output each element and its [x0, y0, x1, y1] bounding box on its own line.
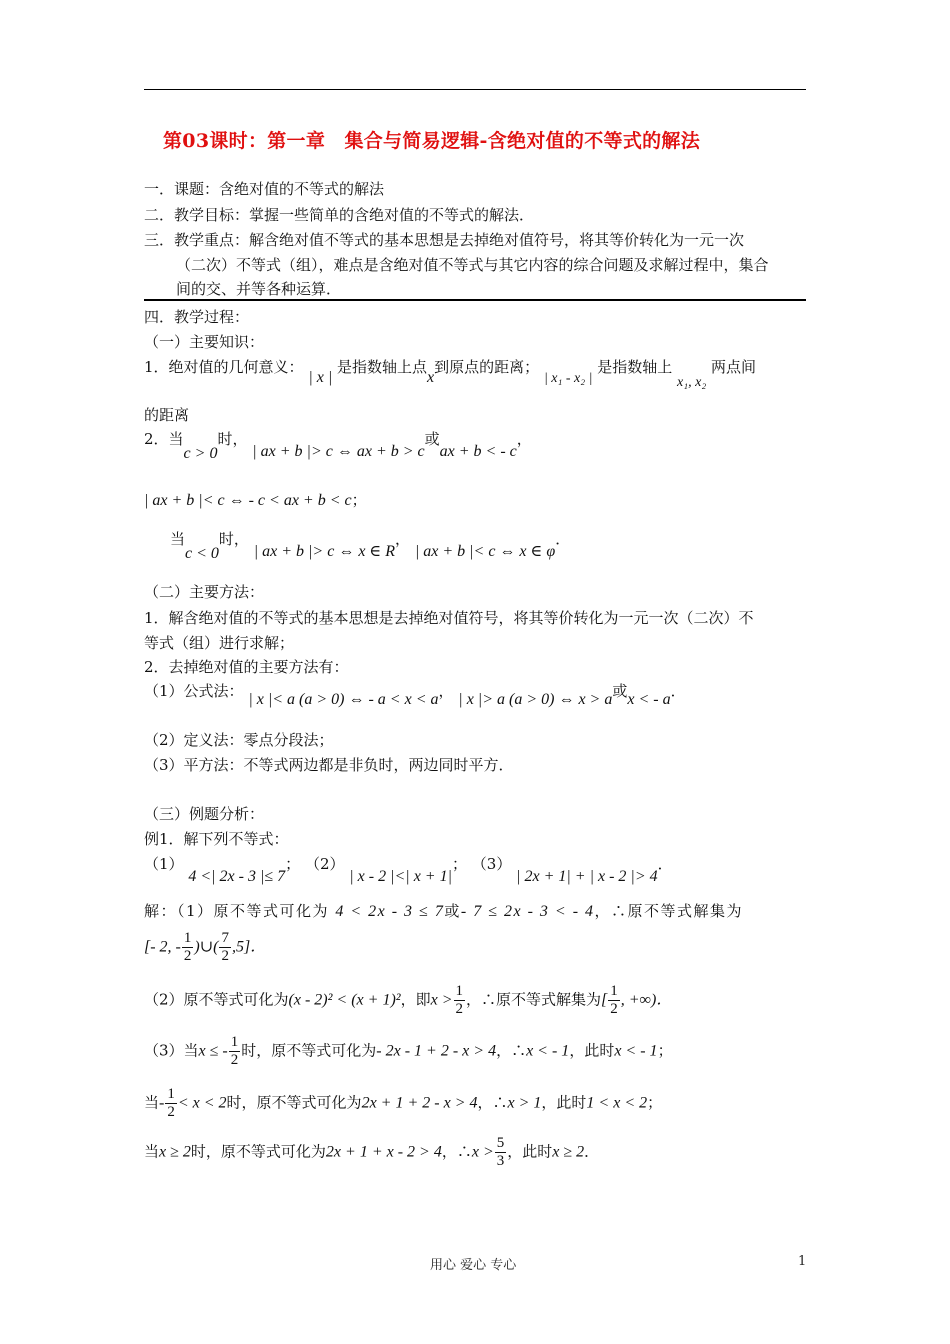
section-topic: 一．课题：含绝对值的不等式的解法 [144, 180, 385, 198]
text: 当 [144, 1142, 160, 1161]
text: 是指数轴上点 [337, 358, 428, 376]
text: 解：（1）原不等式可化为 [144, 902, 330, 920]
header-rule [144, 89, 806, 90]
page-number: 1 [798, 1254, 807, 1269]
formula: x₁, x₂ [677, 375, 707, 390]
solution-3-case2 [144, 1086, 662, 1121]
formula: (x - 2)² < (x + 1)² [288, 991, 401, 1009]
text: ． [657, 855, 673, 873]
text: 时，原不等式可化为 [226, 1093, 362, 1112]
method-2: 2．去掉绝对值的主要方法有： [144, 658, 349, 676]
solution-2 [144, 983, 672, 1018]
text: ，∴原不等式解集为 [466, 990, 602, 1009]
text: 或 [612, 682, 628, 700]
text: ，此时 [507, 1142, 553, 1161]
text: 1．绝对值的几何意义： [144, 358, 304, 376]
formula: - 2x - 1 + 2 - x > 4 [376, 1042, 497, 1060]
formula: x [427, 369, 435, 386]
text: 时， [218, 530, 249, 548]
method-1-line2: 等式（组）进行求解； [144, 634, 295, 652]
text: ． [555, 530, 571, 548]
fraction: $\frac{1}{2}$ [455, 983, 463, 1017]
text: ； [647, 1093, 663, 1112]
text: （2） [304, 855, 345, 873]
formula: x < - 1 [614, 1042, 658, 1060]
example-1-problems [144, 853, 673, 885]
text: ， [516, 430, 532, 448]
example-1: 例1．解下列不等式： [144, 830, 289, 848]
formula: | x - 2 |<| x + 1| [349, 868, 452, 885]
formula: 1 < x < 2 [586, 1094, 648, 1112]
text: ， [395, 530, 411, 548]
formula: [- 2, - [144, 938, 181, 956]
text: 当 [170, 530, 186, 548]
solution-3-case3 [144, 1135, 599, 1170]
fraction: $\frac{1}{2}$ [230, 1034, 239, 1068]
text: 时，原不等式可化为 [241, 1041, 377, 1060]
formula: x ≥ 2 [159, 1143, 191, 1161]
formula: | 2x + 1| + | x - 2 |> 4 [516, 868, 658, 885]
formula: x < - a [627, 691, 671, 708]
solution-1 [144, 900, 743, 921]
text: ，∴ [477, 1093, 508, 1112]
section-focus-line1: 三．教学重点：解含绝对值不等式的基本思想是去掉绝对值符号，将其等价转化为一元一次 [144, 231, 745, 249]
formula: - [159, 1094, 165, 1112]
section-focus-line3: 间的交、并等各种运算． [176, 280, 342, 298]
knowledge-item-3 [170, 528, 571, 562]
text: 两点间 [711, 358, 757, 376]
knowledge-item-2-line2 [144, 489, 367, 510]
formula: x > 1 [507, 1094, 542, 1112]
text: 2．当 [144, 430, 184, 448]
text: 或 [444, 902, 461, 920]
section-focus-line2: （二次）不等式（组），难点是含绝对值不等式与其它内容的综合问题及求解过程中，集合 [176, 256, 769, 274]
formula: 4 < 2x - 3 ≤ 7 [335, 903, 445, 920]
fraction: $\frac{1}{2}$ [167, 1086, 175, 1120]
examples-heading: （三）例题分析： [144, 805, 265, 823]
method-2-square: （3）平方法：不等式两边都是非负时，两边同时平方． [144, 756, 514, 774]
formula: | x | [308, 369, 333, 386]
text: 时， [217, 430, 248, 448]
text: 是指数轴上 [597, 358, 673, 376]
formula: )∪( [194, 938, 219, 956]
formula: - 7 ≤ 2x - 3 < - 4 [460, 903, 595, 920]
formula: x < - 1 [526, 1042, 570, 1060]
text: （3）当 [144, 1041, 199, 1060]
fraction: $\frac{1}{2}$ [183, 930, 192, 964]
formula: x ≥ 2 [552, 1143, 585, 1161]
text: ，∴原不等式解集为 [594, 902, 744, 920]
text: ． [584, 1142, 600, 1161]
formula: , +∞)． [620, 991, 673, 1009]
formula: | ax + b |< c ⇔ - c < ax + b < c [144, 492, 352, 509]
formula: | ax + b |< c ⇔ x ∈ φ [414, 543, 556, 560]
section-divider [144, 299, 806, 301]
formula: 2x + 1 + x - 2 > 4 [325, 1143, 442, 1161]
knowledge-item-1-cont: 的距离 [144, 406, 190, 424]
text: 或 [424, 430, 440, 448]
text: （1）公式法： [144, 682, 244, 700]
text: ，∴ [496, 1041, 527, 1060]
formula: | ax + b |> c ⇔ x ∈ R [253, 543, 396, 560]
text: ； [451, 855, 467, 873]
method-2-formula [144, 680, 686, 708]
text: 时，原不等式可化为 [190, 1142, 326, 1161]
text: ，∴ [441, 1142, 472, 1161]
text: ，即 [400, 990, 431, 1009]
text: （3） [471, 855, 512, 873]
method-2-definition: （2）定义法：零点分段法； [144, 731, 334, 749]
formula: | ax + b |> c ⇔ ax + b > c [252, 443, 425, 460]
formula: 2x + 1 + 2 - x > 4 [361, 1094, 478, 1112]
solution-3-case1 [144, 1034, 673, 1069]
formula: ax + b < - c [439, 443, 517, 460]
text: 到原点的距离； [434, 358, 540, 376]
formula: x ≤ - [198, 1042, 228, 1060]
text: ； [285, 855, 301, 873]
formula: | x₁ - x₂ | [543, 371, 593, 386]
fraction: $\frac{1}{2}$ [610, 983, 618, 1017]
footer-text: 用心 爱心 专心 [430, 1258, 517, 1273]
text: ， [438, 682, 454, 700]
page-title: 第03课时：第一章 集合与简易逻辑-含绝对值的不等式的解法 [163, 130, 701, 152]
fraction: $\frac{7}{2}$ [221, 930, 229, 964]
text: ； [351, 491, 367, 509]
fraction: $\frac{5}{3}$ [496, 1135, 505, 1169]
formula: c > 0 [183, 445, 218, 462]
formula: c < 0 [185, 545, 219, 562]
knowledge-heading: （一）主要知识： [144, 333, 265, 351]
formula: 4 <| 2x - 3 |≤ 7 [188, 868, 286, 885]
formula: < x < 2 [177, 1094, 227, 1112]
section-goal: 二．教学目标：掌握一些简单的含绝对值的不等式的解法． [144, 206, 535, 224]
text: ，此时 [541, 1093, 587, 1112]
formula: ,5]． [231, 938, 267, 956]
formula: | x |> a (a > 0) ⇔ x > a [458, 691, 613, 708]
knowledge-item-1 [144, 356, 757, 390]
methods-heading: （二）主要方法： [144, 583, 265, 601]
text: （2）原不等式可化为 [144, 990, 289, 1009]
text: 当 [144, 1093, 160, 1112]
solution-1-set [144, 930, 266, 965]
text: ． [670, 682, 686, 700]
formula: x > [430, 991, 453, 1009]
section-process: 四．教学过程： [144, 308, 250, 326]
formula: [ [601, 991, 608, 1009]
method-1-line1: 1．解含绝对值的不等式的基本思想是去掉绝对值符号，将其等价转化为一元一次（二次）不 [144, 609, 754, 627]
text: （1） [144, 855, 184, 873]
knowledge-item-2 [144, 428, 532, 462]
text: ； [657, 1041, 673, 1060]
formula: | x |< a (a > 0) ⇔ - a < x < a [248, 691, 439, 708]
formula: x > [471, 1143, 494, 1161]
text: ，此时 [569, 1041, 615, 1060]
